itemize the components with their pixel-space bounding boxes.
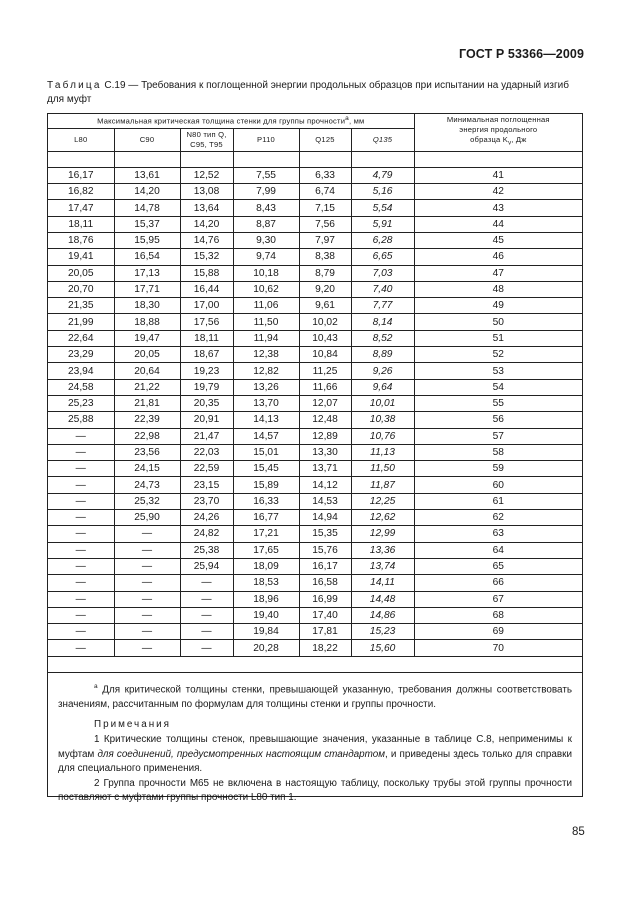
- table-cell: 11,50: [233, 314, 299, 330]
- table-cell: 9,61: [299, 298, 351, 314]
- column-header-q125: Q125: [299, 128, 351, 151]
- table-cell: —: [48, 591, 114, 607]
- table-cell: 24,26: [180, 510, 233, 526]
- table-cell: 57: [414, 428, 582, 444]
- table-cell: —: [114, 640, 180, 656]
- table-cell: 19,41: [48, 249, 114, 265]
- energy-requirements-table: [48, 114, 582, 657]
- standard-number: ГОСТ Р 53366—2009: [458, 47, 584, 61]
- table-cell: 14,78: [114, 200, 180, 216]
- column-header-p110: P110: [233, 128, 299, 151]
- column-header-q135: Q135: [351, 128, 414, 151]
- table-cell: 15,37: [114, 216, 180, 232]
- table-cell: 13,30: [299, 444, 351, 460]
- table-cell: 12,25: [351, 493, 414, 509]
- table-cell: 16,82: [48, 184, 114, 200]
- table-cell: —: [180, 591, 233, 607]
- table-cell: 6,74: [299, 184, 351, 200]
- table-cell: 9,64: [351, 379, 414, 395]
- table-cell: 7,55: [233, 167, 299, 183]
- table-cell: 9,26: [351, 363, 414, 379]
- table-cell: 25,94: [180, 558, 233, 574]
- table-cell: 13,61: [114, 167, 180, 183]
- table-cell: 9,20: [299, 281, 351, 297]
- table-cell: 20,91: [180, 412, 233, 428]
- table-cell: 18,30: [114, 298, 180, 314]
- table-cell: 17,65: [233, 542, 299, 558]
- table-cell: —: [48, 477, 114, 493]
- table-cell: 11,13: [351, 444, 414, 460]
- table-cell: 20,70: [48, 281, 114, 297]
- table-cell: —: [48, 428, 114, 444]
- table-cell: 15,32: [180, 249, 233, 265]
- table-row: [48, 477, 582, 493]
- table-row: [48, 461, 582, 477]
- table-cell: 11,25: [299, 363, 351, 379]
- table-cell: 42: [414, 184, 582, 200]
- table-cell: 11,94: [233, 330, 299, 346]
- table-notes: [48, 672, 582, 806]
- table-cell: 15,45: [233, 461, 299, 477]
- table-cell: 15,60: [351, 640, 414, 656]
- table-cell: 15,88: [180, 265, 233, 281]
- table-row: [48, 298, 582, 314]
- table-cell: 45: [414, 232, 582, 248]
- table-cell: 5,91: [351, 216, 414, 232]
- table-cell: 12,38: [233, 347, 299, 363]
- page-number: 85: [572, 826, 585, 838]
- table-cell: —: [48, 558, 114, 574]
- table-cell: 21,47: [180, 428, 233, 444]
- table-cell: —: [48, 461, 114, 477]
- table-cell: 10,84: [299, 347, 351, 363]
- table-cell: 68: [414, 607, 582, 623]
- table-cell: 6,33: [299, 167, 351, 183]
- table-cell: 14,86: [351, 607, 414, 623]
- column-header-c90: C90: [114, 128, 180, 151]
- table-cell: 24,73: [114, 477, 180, 493]
- table-cell: 16,44: [180, 281, 233, 297]
- table-cell: 64: [414, 542, 582, 558]
- table-cell: 12,99: [351, 526, 414, 542]
- table-cell: 17,21: [233, 526, 299, 542]
- table-cell: 18,09: [233, 558, 299, 574]
- table-row: [48, 444, 582, 460]
- table-row: [48, 395, 582, 411]
- table-cell: 52: [414, 347, 582, 363]
- table-cell: 8,79: [299, 265, 351, 281]
- table-cell: —: [114, 542, 180, 558]
- table-cell: 16,54: [114, 249, 180, 265]
- table-row: [48, 558, 582, 574]
- table-cell: —: [114, 591, 180, 607]
- table-cell: 14,48: [351, 591, 414, 607]
- table-cell: 12,89: [299, 428, 351, 444]
- table-cell: 18,96: [233, 591, 299, 607]
- table-cell: 46: [414, 249, 582, 265]
- table-cell: 17,47: [48, 200, 114, 216]
- table-cell: 25,23: [48, 395, 114, 411]
- table-cell: 67: [414, 591, 582, 607]
- table-row: [48, 363, 582, 379]
- table-cell: 15,76: [299, 542, 351, 558]
- note-1: 1 Критические толщины стенок, превышающие значения, указанные в таблице С.8, неприменимы к муфтам для соединений, предусмотренных настоящим стандартом, и приведены здесь только для справки для специального применения.: [58, 734, 572, 775]
- table-cell: 61: [414, 493, 582, 509]
- table-row: [48, 314, 582, 330]
- table-cell: 5,54: [351, 200, 414, 216]
- table-cell: 22,64: [48, 330, 114, 346]
- table-cell: 18,53: [233, 575, 299, 591]
- table-cell: —: [180, 607, 233, 623]
- table-cell: 14,20: [114, 184, 180, 200]
- table-cell: 17,13: [114, 265, 180, 281]
- table-cell: 11,50: [351, 461, 414, 477]
- table-cell: 50: [414, 314, 582, 330]
- table-cell: 6,65: [351, 249, 414, 265]
- table-caption-text: С.19 — Требования к поглощенной энергии продольных образцов при испытании на ударный изгиб для муфт: [47, 80, 569, 105]
- table-cell: —: [48, 542, 114, 558]
- table-cell: 47: [414, 265, 582, 281]
- table-cell: 10,38: [351, 412, 414, 428]
- table-row: [48, 493, 582, 509]
- table-cell: —: [48, 640, 114, 656]
- table-frame: [47, 113, 583, 804]
- table-cell: 11,66: [299, 379, 351, 395]
- table-cell: 19,40: [233, 607, 299, 623]
- table-cell: 13,74: [351, 558, 414, 574]
- table-cell: 9,30: [233, 232, 299, 248]
- table-cell: 41: [414, 167, 582, 183]
- table-cell: 25,32: [114, 493, 180, 509]
- table-cell: 53: [414, 363, 582, 379]
- table-cell: 25,88: [48, 412, 114, 428]
- table-cell: —: [48, 510, 114, 526]
- table-cell: 20,64: [114, 363, 180, 379]
- table-cell: 7,56: [299, 216, 351, 232]
- table-cell: 23,15: [180, 477, 233, 493]
- table-row: [48, 510, 582, 526]
- table-cell: 14,57: [233, 428, 299, 444]
- table-cell: 59: [414, 461, 582, 477]
- table-cell: 21,22: [114, 379, 180, 395]
- column-header-l80: L80: [48, 128, 114, 151]
- table-cell: —: [114, 526, 180, 542]
- table-cell: —: [48, 493, 114, 509]
- table-cell: 15,95: [114, 232, 180, 248]
- table-cell: 8,14: [351, 314, 414, 330]
- table-cell: 17,56: [180, 314, 233, 330]
- table-cell: 54: [414, 379, 582, 395]
- table-cell: 8,89: [351, 347, 414, 363]
- table-cell: 14,94: [299, 510, 351, 526]
- table-cell: 23,56: [114, 444, 180, 460]
- table-cell: 16,77: [233, 510, 299, 526]
- table-cell: 20,35: [180, 395, 233, 411]
- table-cell: 60: [414, 477, 582, 493]
- table-cell: 25,90: [114, 510, 180, 526]
- table-row: [48, 640, 582, 656]
- table-cell: 16,33: [233, 493, 299, 509]
- table-cell: 10,18: [233, 265, 299, 281]
- table-row: [48, 428, 582, 444]
- table-row: [48, 184, 582, 200]
- table-cell: 11,87: [351, 477, 414, 493]
- notes-heading: Примечания: [94, 719, 172, 731]
- table-cell: 21,99: [48, 314, 114, 330]
- table-row: [48, 216, 582, 232]
- table-cell: 13,08: [180, 184, 233, 200]
- table-cell: 16,17: [48, 167, 114, 183]
- table-cell: 13,26: [233, 379, 299, 395]
- table-cell: 12,62: [351, 510, 414, 526]
- table-row: [48, 379, 582, 395]
- table-cell: —: [114, 575, 180, 591]
- table-cell: 7,15: [299, 200, 351, 216]
- note-2: 2 Группа прочности M65 не включена в настоящую таблицу, поскольку трубы этой группы прочности поставляют с муфтами группы прочности L80 тип 1.: [58, 777, 572, 804]
- table-cell: 70: [414, 640, 582, 656]
- table-cell: 10,01: [351, 395, 414, 411]
- table-cell: 19,23: [180, 363, 233, 379]
- footnote-a: $^a$ Для критической толщины стенки, превышающей указанную, требования должны соответствовать значениям, рассчитанным по формулам для толщины стенки и группы прочности.: [58, 683, 572, 710]
- table-cell: 23,29: [48, 347, 114, 363]
- table-row: [48, 281, 582, 297]
- table-cell: 13,64: [180, 200, 233, 216]
- table-row: [48, 526, 582, 542]
- table-cell: 12,48: [299, 412, 351, 428]
- table-cell: 19,47: [114, 330, 180, 346]
- table-row: [48, 330, 582, 346]
- table-cell: —: [180, 624, 233, 640]
- table-cell: 23,70: [180, 493, 233, 509]
- table-cell: 15,89: [233, 477, 299, 493]
- table-cell: 62: [414, 510, 582, 526]
- table-cell: —: [48, 526, 114, 542]
- column-header-n80: N80 тип Q, C95, T95: [180, 128, 233, 151]
- table-cell: 10,76: [351, 428, 414, 444]
- table-cell: 16,58: [299, 575, 351, 591]
- table-cell: 22,59: [180, 461, 233, 477]
- wall-thickness-group-header: Максимальная критическая толщина стенки для группы прочности$^a$, мм: [48, 114, 414, 128]
- table-row: [48, 200, 582, 216]
- table-cell: 13,36: [351, 542, 414, 558]
- table-cell: 14,76: [180, 232, 233, 248]
- table-cell: 12,52: [180, 167, 233, 183]
- table-cell: 17,40: [299, 607, 351, 623]
- table-row: [48, 542, 582, 558]
- table-cell: 14,11: [351, 575, 414, 591]
- table-cell: 11,06: [233, 298, 299, 314]
- table-cell: 14,53: [299, 493, 351, 509]
- table-cell: 24,15: [114, 461, 180, 477]
- table-cell: 22,98: [114, 428, 180, 444]
- table-cell: 18,67: [180, 347, 233, 363]
- table-cell: 7,99: [233, 184, 299, 200]
- table-cell: 22,39: [114, 412, 180, 428]
- table-row: [48, 412, 582, 428]
- table-cell: —: [48, 607, 114, 623]
- table-cell: 5,16: [351, 184, 414, 200]
- table-row: [48, 624, 582, 640]
- table-cell: 65: [414, 558, 582, 574]
- table-cell: 69: [414, 624, 582, 640]
- table-cell: 24,58: [48, 379, 114, 395]
- energy-column-header: Минимальная поглощенная энергия продольного образца $K_v$, Дж: [414, 114, 582, 151]
- table-cell: 18,88: [114, 314, 180, 330]
- table-row: [48, 232, 582, 248]
- table-cell: 43: [414, 200, 582, 216]
- table-cell: 18,22: [299, 640, 351, 656]
- table-cell: 13,70: [233, 395, 299, 411]
- table-cell: 8,38: [299, 249, 351, 265]
- table-cell: 7,77: [351, 298, 414, 314]
- table-cell: 8,43: [233, 200, 299, 216]
- table-cell: 13,71: [299, 461, 351, 477]
- table-cell: 22,03: [180, 444, 233, 460]
- table-row: [48, 591, 582, 607]
- table-cell: 17,81: [299, 624, 351, 640]
- table-cell: 20,05: [48, 265, 114, 281]
- table-cell: 23,94: [48, 363, 114, 379]
- table-cell: 8,87: [233, 216, 299, 232]
- table-cell: 21,35: [48, 298, 114, 314]
- table-cell: 6,28: [351, 232, 414, 248]
- table-cell: 12,07: [299, 395, 351, 411]
- table-cell: 24,82: [180, 526, 233, 542]
- table-cell: 25,38: [180, 542, 233, 558]
- table-cell: 7,97: [299, 232, 351, 248]
- table-cell: 15,35: [299, 526, 351, 542]
- table-row: [48, 265, 582, 281]
- table-cell: —: [180, 640, 233, 656]
- table-cell: 10,62: [233, 281, 299, 297]
- table-cell: 56: [414, 412, 582, 428]
- table-cell: 63: [414, 526, 582, 542]
- table-cell: —: [48, 575, 114, 591]
- table-cell: 4,79: [351, 167, 414, 183]
- table-cell: 8,52: [351, 330, 414, 346]
- table-cell: 14,12: [299, 477, 351, 493]
- table-row: [48, 167, 582, 183]
- table-cell: 21,81: [114, 395, 180, 411]
- table-cell: 18,11: [180, 330, 233, 346]
- table-cell: 20,28: [233, 640, 299, 656]
- table-row: [48, 249, 582, 265]
- table-cell: 10,02: [299, 314, 351, 330]
- table-cell: 12,82: [233, 363, 299, 379]
- table-cell: 19,84: [233, 624, 299, 640]
- table-cell: 7,40: [351, 281, 414, 297]
- table-cell: 44: [414, 216, 582, 232]
- table-cell: 20,05: [114, 347, 180, 363]
- table-caption-label: Таблица: [47, 80, 102, 91]
- table-cell: 51: [414, 330, 582, 346]
- table-cell: 7,03: [351, 265, 414, 281]
- table-cell: 16,99: [299, 591, 351, 607]
- table-cell: 55: [414, 395, 582, 411]
- table-cell: 18,11: [48, 216, 114, 232]
- table-cell: —: [114, 607, 180, 623]
- table-row: [48, 347, 582, 363]
- table-cell: 49: [414, 298, 582, 314]
- table-cell: —: [48, 444, 114, 460]
- table-cell: 48: [414, 281, 582, 297]
- table-cell: 16,17: [299, 558, 351, 574]
- table-cell: 17,71: [114, 281, 180, 297]
- table-cell: 58: [414, 444, 582, 460]
- table-cell: 19,79: [180, 379, 233, 395]
- table-cell: 9,74: [233, 249, 299, 265]
- table-cell: 14,13: [233, 412, 299, 428]
- table-cell: 18,76: [48, 232, 114, 248]
- table-cell: 15,01: [233, 444, 299, 460]
- table-cell: —: [180, 575, 233, 591]
- table-cell: 17,00: [180, 298, 233, 314]
- table-cell: —: [114, 558, 180, 574]
- table-cell: 10,43: [299, 330, 351, 346]
- table-row: [48, 575, 582, 591]
- table-cell: 14,20: [180, 216, 233, 232]
- table-row: [48, 607, 582, 623]
- table-cell: 66: [414, 575, 582, 591]
- table-cell: —: [114, 624, 180, 640]
- table-cell: —: [48, 624, 114, 640]
- table-caption: [47, 79, 587, 107]
- table-cell: 15,23: [351, 624, 414, 640]
